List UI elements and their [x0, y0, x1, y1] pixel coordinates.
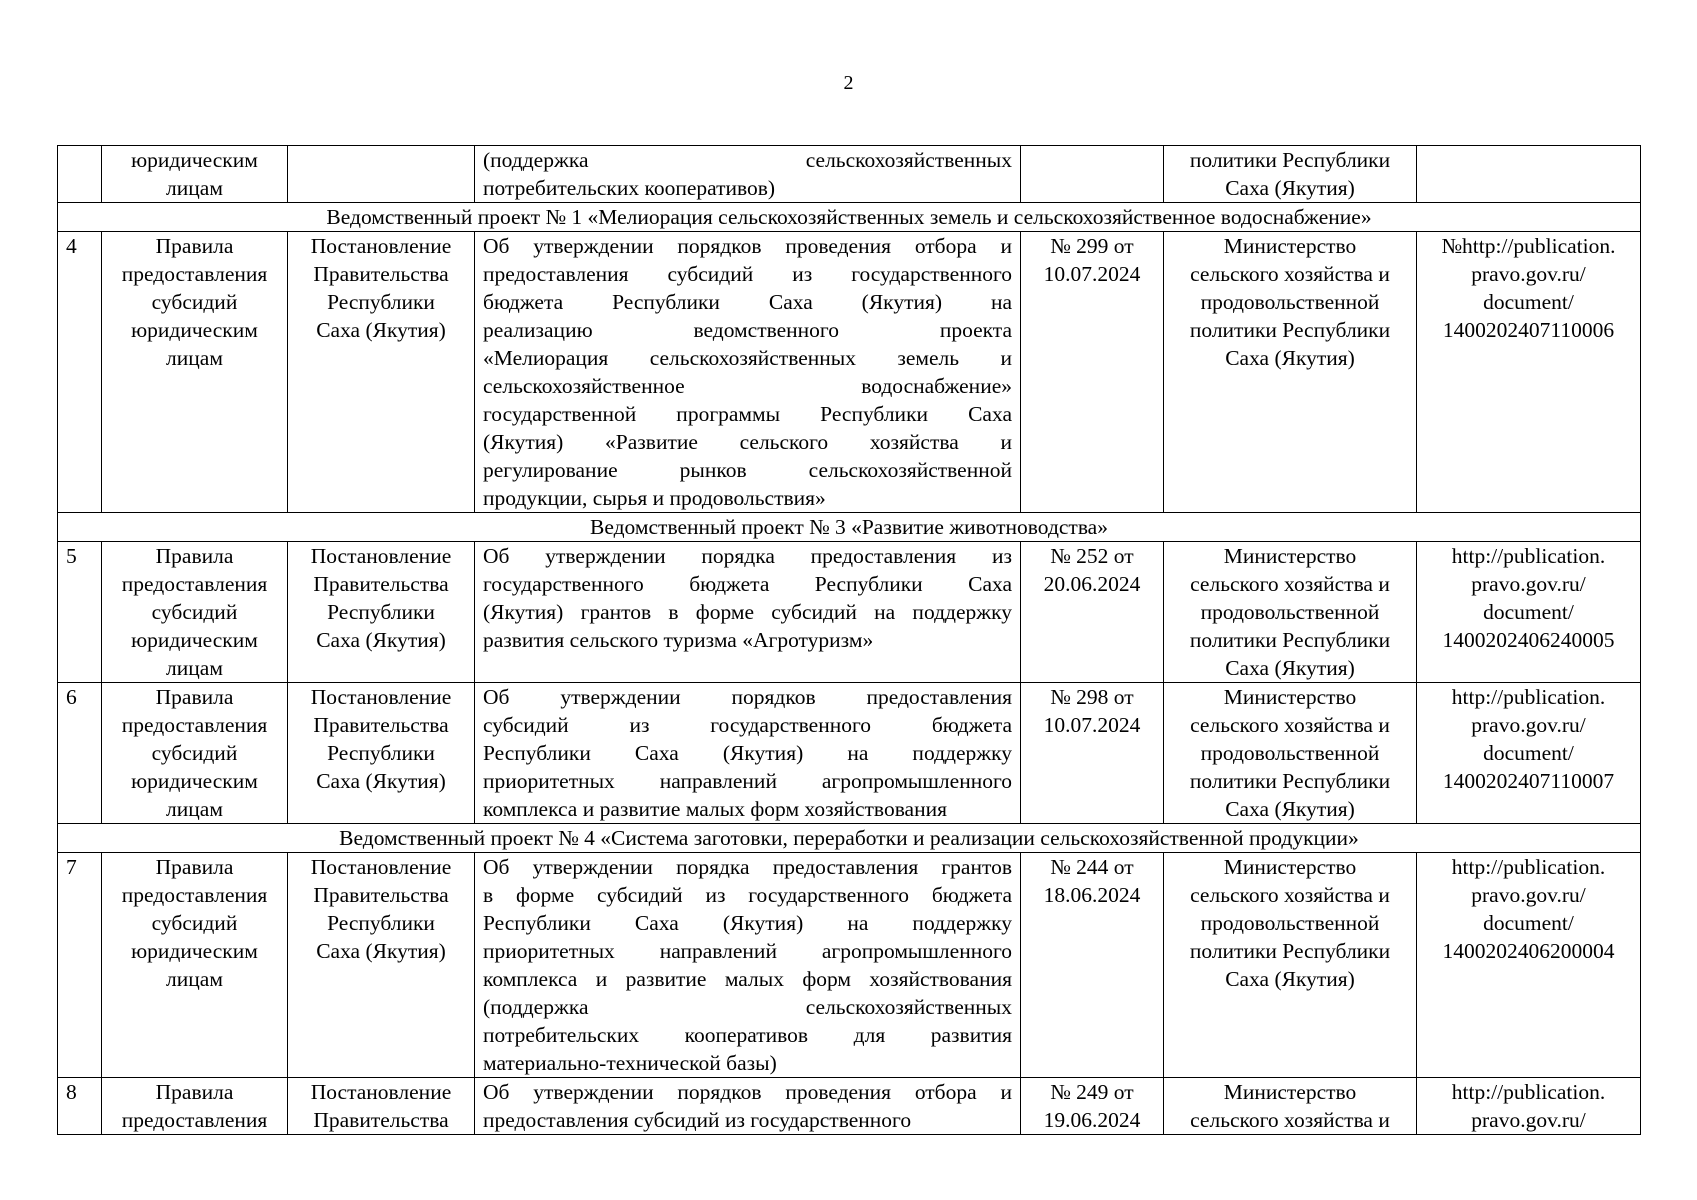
act-title-cell — [475, 542, 1021, 683]
cell-line: Об утверждении порядков проведения отбора и — [483, 234, 1012, 258]
cell-line: 20.06.2024 — [1043, 572, 1141, 596]
cell-line: 10.07.2024 — [1043, 262, 1141, 286]
agency-cell — [1164, 853, 1417, 1078]
cell-line: потребительских кооперативов) — [483, 176, 776, 200]
cell-line: предоставления — [121, 713, 268, 737]
cell-line: Республики — [327, 600, 435, 624]
table-row — [58, 1078, 1641, 1135]
cell-line: юридическим — [131, 769, 258, 793]
cell-line: 1400202407110006 — [1442, 318, 1615, 342]
cell-line: 1400202407110007 — [1442, 769, 1615, 793]
cell-line: document/ — [1483, 600, 1574, 624]
cell-line: № 244 от — [1050, 855, 1134, 879]
cell-line: Республики Саха (Якутия) на поддержку — [483, 741, 1012, 765]
cell-line: государственной программы Республики Саха — [483, 402, 1012, 426]
row-number-cell: 8 — [58, 1078, 102, 1135]
act-type-cell — [102, 1078, 288, 1135]
cell-line: лицам — [166, 176, 223, 200]
act-kind-cell — [288, 683, 475, 824]
cell-line: Республики Саха (Якутия) на поддержку — [483, 911, 1012, 935]
publication-link-cell — [1417, 1078, 1641, 1135]
cell-line: Республики — [327, 290, 435, 314]
row-number-cell: 6 — [58, 683, 102, 824]
cell-line: pravo.gov.ru/ — [1471, 572, 1586, 596]
cell-line: Республики — [327, 741, 435, 765]
cell-line: document/ — [1483, 741, 1574, 765]
cell-line: Саха (Якутия) — [316, 318, 446, 342]
cell-line: Правительства — [313, 1108, 449, 1132]
cell-line: 18.06.2024 — [1043, 883, 1141, 907]
cell-line: Правила — [155, 685, 234, 709]
cell-line: продукции, сырья и продовольствия» — [483, 486, 826, 510]
cell-line: сельского хозяйства и — [1190, 262, 1390, 286]
act-kind-cell — [288, 146, 475, 203]
publication-link-cell — [1417, 232, 1641, 513]
agency-cell — [1164, 1078, 1417, 1135]
act-type-cell — [102, 853, 288, 1078]
cell-line: № 252 от — [1050, 544, 1134, 568]
cell-line: юридическим — [131, 318, 258, 342]
cell-line: приоритетных направлений агропромышленного — [483, 939, 1012, 963]
act-number-date-cell — [1021, 683, 1164, 824]
cell-line: предоставления субсидий из государственного — [483, 1108, 912, 1132]
publication-link-cell — [1417, 146, 1641, 203]
act-number-date-cell — [1021, 232, 1164, 513]
cell-line: субсидий — [151, 741, 238, 765]
cell-line: субсидий — [151, 290, 238, 314]
cell-line: реализацию ведомственного проекта — [483, 318, 1012, 342]
act-title-cell — [475, 146, 1021, 203]
section-title: Ведомственный проект № 4 «Система заготовки, переработки и реализации сельскохозяйственной продукции» — [58, 824, 1641, 853]
cell-line: 10.07.2024 — [1043, 713, 1141, 737]
cell-line: Министерство — [1223, 544, 1357, 568]
cell-line: в форме субсидий из государственного бюджета — [483, 883, 1012, 907]
cell-line: политики Республики — [1189, 148, 1391, 172]
cell-line: сельского хозяйства и — [1190, 713, 1390, 737]
cell-line: № 299 от — [1050, 234, 1134, 258]
cell-line: Саха (Якутия) — [1225, 656, 1355, 680]
cell-line: Правительства — [313, 572, 449, 596]
cell-line: сельского хозяйства и — [1190, 1108, 1390, 1132]
table-body — [58, 146, 1641, 1135]
cell-line: pravo.gov.ru/ — [1471, 883, 1586, 907]
section-header-row — [58, 203, 1641, 232]
act-title-cell — [475, 853, 1021, 1078]
page-number: 2 — [843, 72, 854, 94]
cell-line: Постановление — [310, 855, 452, 879]
section-title: Ведомственный проект № 1 «Мелиорация сельскохозяйственных земель и сельскохозяйственное водоснабжение» — [58, 203, 1641, 232]
cell-line: сельского хозяйства и — [1190, 883, 1390, 907]
act-title-cell — [475, 683, 1021, 824]
table-row — [58, 146, 1641, 203]
agency-cell — [1164, 683, 1417, 824]
cell-line: Об утверждении порядков проведения отбора и — [483, 1080, 1012, 1104]
act-number-date-cell — [1021, 853, 1164, 1078]
cell-line: Саха (Якутия) — [316, 628, 446, 652]
act-kind-cell — [288, 542, 475, 683]
cell-line: http://publication. — [1451, 855, 1606, 879]
publication-link-cell — [1417, 853, 1641, 1078]
cell-line: развития сельского туризма «Агротуризм» — [483, 628, 874, 652]
cell-line: Министерство — [1223, 234, 1357, 258]
cell-line: предоставления — [121, 572, 268, 596]
agency-cell — [1164, 146, 1417, 203]
legal-acts-table — [57, 145, 1641, 1135]
cell-line: Министерство — [1223, 685, 1357, 709]
act-number-date-cell — [1021, 542, 1164, 683]
cell-line: предоставления — [121, 262, 268, 286]
cell-line: № 298 от — [1050, 685, 1134, 709]
cell-line: (Якутия) «Развитие сельского хозяйства и — [483, 430, 1012, 454]
cell-line: комплекса и развитие малых форм хозяйствования — [483, 797, 948, 821]
cell-line: юридическим — [131, 628, 258, 652]
cell-line: политики Республики — [1189, 318, 1391, 342]
act-title-cell — [475, 1078, 1021, 1135]
cell-line: государственного бюджета Республики Саха — [483, 572, 1012, 596]
cell-line: 1400202406200004 — [1442, 939, 1615, 963]
cell-line: document/ — [1483, 911, 1574, 935]
publication-link-cell — [1417, 683, 1641, 824]
cell-line: потребительских кооперативов для развития — [483, 1023, 1012, 1047]
cell-line: «Мелиорация сельскохозяйственных земель и — [483, 346, 1012, 370]
cell-line: лицам — [166, 797, 223, 821]
cell-line: политики Республики — [1189, 769, 1391, 793]
cell-line: продовольственной — [1200, 911, 1380, 935]
cell-line: Постановление — [310, 1080, 452, 1104]
cell-line: Правила — [155, 544, 234, 568]
cell-line: субсидий — [151, 911, 238, 935]
cell-line: материально-технической базы) — [483, 1051, 777, 1075]
cell-line: Правила — [155, 855, 234, 879]
act-kind-cell — [288, 1078, 475, 1135]
cell-line: сельскохозяйственное водоснабжение» — [483, 374, 1012, 398]
cell-line: Об утверждении порядков предоставления — [483, 685, 1012, 709]
cell-line: лицам — [166, 656, 223, 680]
cell-line: Правительства — [313, 883, 449, 907]
agency-cell — [1164, 232, 1417, 513]
cell-line: (Якутия) грантов в форме субсидий на поддержку — [483, 600, 1012, 624]
cell-line: юридическим — [131, 939, 258, 963]
row-number-cell: 4 — [58, 232, 102, 513]
act-number-date-cell — [1021, 146, 1164, 203]
act-type-cell — [102, 232, 288, 513]
act-kind-cell — [288, 232, 475, 513]
cell-line: лицам — [166, 346, 223, 370]
publication-link-cell — [1417, 542, 1641, 683]
cell-line: юридическим — [131, 148, 258, 172]
cell-line: Об утверждении порядка предоставления из — [483, 544, 1012, 568]
cell-line: Постановление — [310, 234, 452, 258]
act-type-cell — [102, 683, 288, 824]
table-row — [58, 683, 1641, 824]
section-header-row — [58, 824, 1641, 853]
cell-line: регулирование рынков сельскохозяйственной — [483, 458, 1012, 482]
cell-line: Об утверждении порядка предоставления грантов — [483, 855, 1012, 879]
cell-line: (поддержка сельскохозяйственных — [483, 995, 1012, 1019]
cell-line: субсидий — [151, 600, 238, 624]
table-row — [58, 542, 1641, 683]
cell-line: предоставления субсидий из государственного — [483, 262, 1012, 286]
cell-line: лицам — [166, 967, 223, 991]
cell-line: Правила — [155, 234, 234, 258]
cell-line: 1400202406240005 — [1442, 628, 1615, 652]
cell-line: Министерство — [1223, 1080, 1357, 1104]
act-number-date-cell — [1021, 1078, 1164, 1135]
cell-line: №http://publication. — [1441, 234, 1616, 258]
cell-line: Постановление — [310, 685, 452, 709]
act-kind-cell — [288, 853, 475, 1078]
cell-line: сельского хозяйства и — [1190, 572, 1390, 596]
row-number-cell: 5 — [58, 542, 102, 683]
cell-line: приоритетных направлений агропромышленного — [483, 769, 1012, 793]
cell-line: Саха (Якутия) — [1225, 346, 1355, 370]
cell-line: pravo.gov.ru/ — [1471, 262, 1586, 286]
cell-line: http://publication. — [1451, 685, 1606, 709]
agency-cell — [1164, 542, 1417, 683]
cell-line: бюджета Республики Саха (Якутия) на — [483, 290, 1012, 314]
cell-line: (поддержка сельскохозяйственных — [483, 148, 1012, 172]
act-title-cell — [475, 232, 1021, 513]
section-title: Ведомственный проект № 3 «Развитие животноводства» — [58, 513, 1641, 542]
cell-line: Республики — [327, 911, 435, 935]
act-type-cell — [102, 146, 288, 203]
cell-line: Правительства — [313, 713, 449, 737]
row-number-cell — [58, 146, 102, 203]
table-row — [58, 232, 1641, 513]
cell-line: pravo.gov.ru/ — [1471, 1108, 1586, 1132]
cell-line: предоставления — [121, 1108, 268, 1132]
cell-line: Министерство — [1223, 855, 1357, 879]
act-type-cell — [102, 542, 288, 683]
cell-line: Саха (Якутия) — [1225, 176, 1355, 200]
cell-line: № 249 от — [1050, 1080, 1134, 1104]
cell-line: Правила — [155, 1080, 234, 1104]
cell-line: Саха (Якутия) — [1225, 967, 1355, 991]
cell-line: document/ — [1483, 290, 1574, 314]
cell-line: pravo.gov.ru/ — [1471, 713, 1586, 737]
cell-line: 19.06.2024 — [1043, 1108, 1141, 1132]
cell-line: продовольственной — [1200, 290, 1380, 314]
row-number-cell: 7 — [58, 853, 102, 1078]
cell-line: Саха (Якутия) — [316, 939, 446, 963]
cell-line: Постановление — [310, 544, 452, 568]
cell-line: продовольственной — [1200, 600, 1380, 624]
cell-line: предоставления — [121, 883, 268, 907]
cell-line: политики Республики — [1189, 628, 1391, 652]
cell-line: комплекса и развитие малых форм хозяйствования — [483, 967, 1012, 991]
cell-line: http://publication. — [1451, 544, 1606, 568]
table-row — [58, 853, 1641, 1078]
section-header-row — [58, 513, 1641, 542]
cell-line: субсидий из государственного бюджета — [483, 713, 1012, 737]
cell-line: Саха (Якутия) — [1225, 797, 1355, 821]
cell-line: Саха (Якутия) — [316, 769, 446, 793]
cell-line: http://publication. — [1451, 1080, 1606, 1104]
cell-line: продовольственной — [1200, 741, 1380, 765]
cell-line: Правительства — [313, 262, 449, 286]
cell-line: политики Республики — [1189, 939, 1391, 963]
